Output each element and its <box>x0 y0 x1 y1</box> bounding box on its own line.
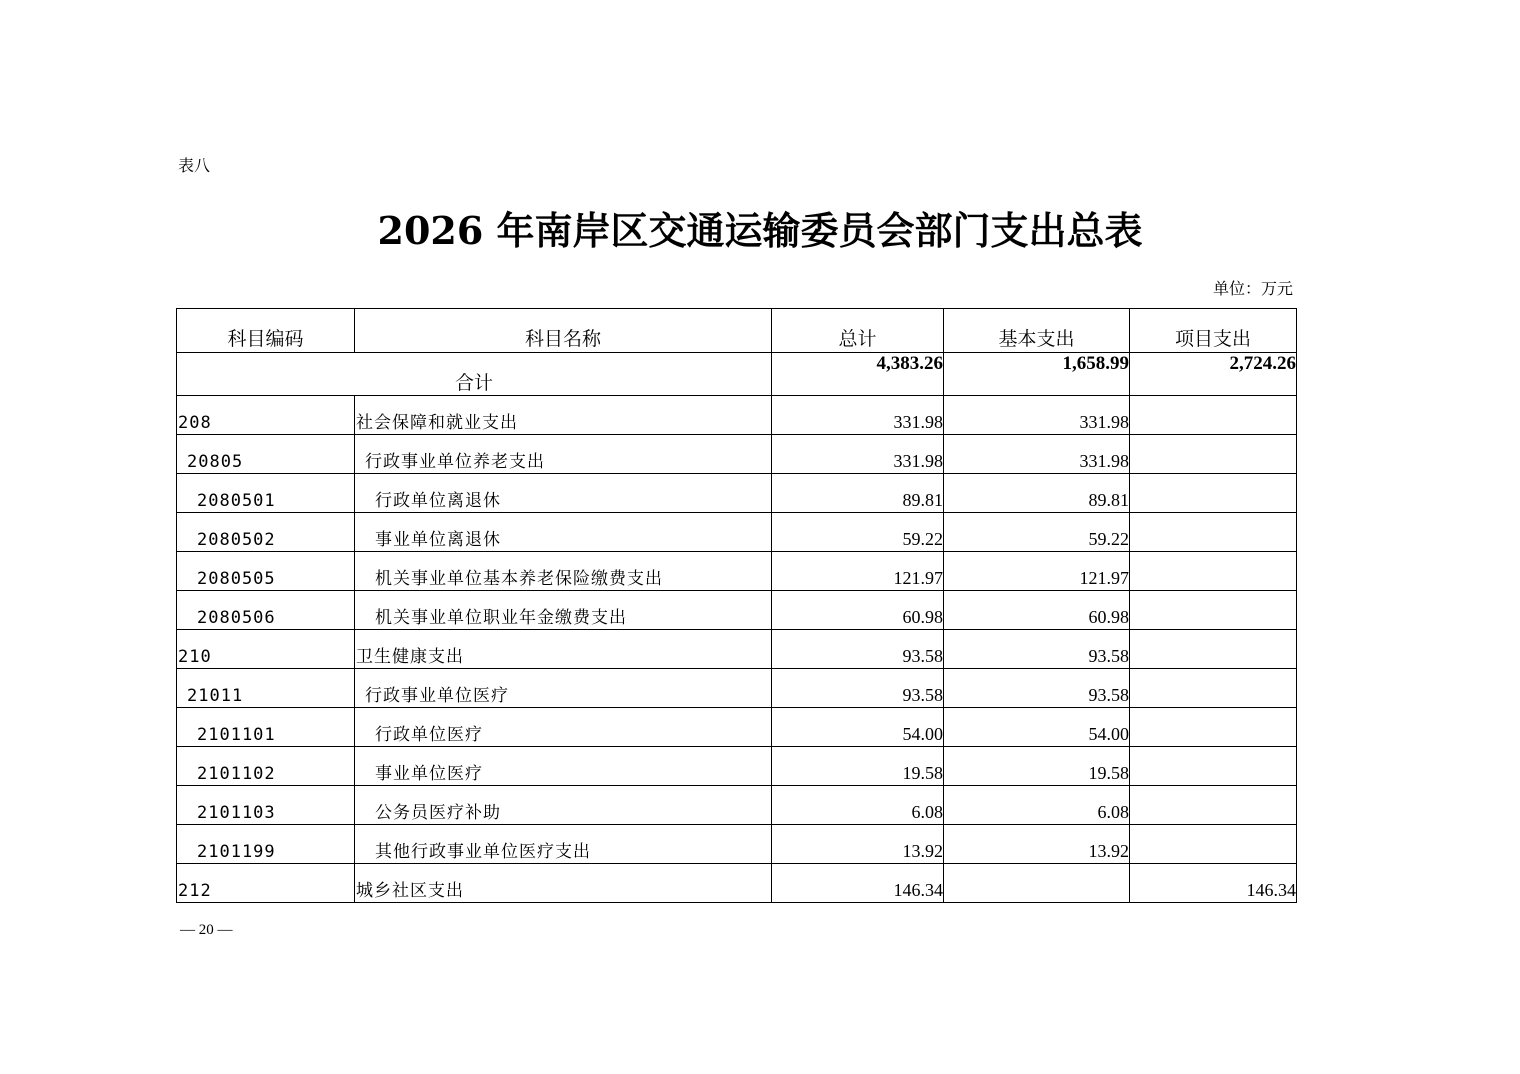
row-basic: 6.08 <box>944 786 1130 825</box>
row-name: 行政单位医疗 <box>355 708 772 747</box>
row-code: 208 <box>177 396 355 435</box>
row-total: 93.58 <box>772 630 944 669</box>
row-project <box>1130 396 1297 435</box>
row-total: 60.98 <box>772 591 944 630</box>
row-code: 210 <box>177 630 355 669</box>
row-project <box>1130 708 1297 747</box>
table-row <box>177 747 1297 786</box>
row-name: 机关事业单位基本养老保险缴费支出 <box>355 552 772 591</box>
row-basic: 13.92 <box>944 825 1130 864</box>
row-code: 2101101 <box>177 708 355 747</box>
table-row <box>177 474 1297 513</box>
row-code: 212 <box>177 864 355 903</box>
table-row <box>177 825 1297 864</box>
row-total: 331.98 <box>772 396 944 435</box>
row-basic: 89.81 <box>944 474 1130 513</box>
row-project <box>1130 747 1297 786</box>
row-basic <box>944 864 1130 903</box>
table-row <box>177 435 1297 474</box>
row-basic: 93.58 <box>944 669 1130 708</box>
row-project <box>1130 591 1297 630</box>
row-total: 54.00 <box>772 708 944 747</box>
table-row <box>177 669 1297 708</box>
table-row <box>177 864 1297 903</box>
header-total: 总计 <box>772 309 944 353</box>
row-code: 21011 <box>177 669 355 708</box>
table-row <box>177 786 1297 825</box>
row-project: 146.34 <box>1130 864 1297 903</box>
row-name: 机关事业单位职业年金缴费支出 <box>355 591 772 630</box>
table-label: 表八 <box>178 156 211 175</box>
row-code: 2101102 <box>177 747 355 786</box>
row-basic: 60.98 <box>944 591 1130 630</box>
total-sum: 4,383.26 <box>772 353 944 396</box>
table-row <box>177 630 1297 669</box>
row-basic: 19.58 <box>944 747 1130 786</box>
page-number: — 20 — <box>180 922 233 938</box>
row-name: 公务员医疗补助 <box>355 786 772 825</box>
unit-label: 单位：万元 <box>1212 279 1293 298</box>
row-code: 2080505 <box>177 552 355 591</box>
row-basic: 59.22 <box>944 513 1130 552</box>
row-name: 社会保障和就业支出 <box>355 396 772 435</box>
row-code: 20805 <box>177 435 355 474</box>
row-total: 13.92 <box>772 825 944 864</box>
row-code: 2101199 <box>177 825 355 864</box>
header-project: 项目支出 <box>1130 309 1297 353</box>
row-basic: 93.58 <box>944 630 1130 669</box>
row-total: 19.58 <box>772 747 944 786</box>
row-name: 事业单位离退休 <box>355 513 772 552</box>
row-total: 331.98 <box>772 435 944 474</box>
row-project <box>1130 513 1297 552</box>
row-total: 89.81 <box>772 474 944 513</box>
row-basic: 54.00 <box>944 708 1130 747</box>
row-name: 行政事业单位医疗 <box>355 669 772 708</box>
row-project <box>1130 474 1297 513</box>
table-row <box>177 552 1297 591</box>
total-label: 合计 <box>177 353 772 396</box>
total-project: 2,724.26 <box>1130 353 1297 396</box>
row-name: 事业单位医疗 <box>355 747 772 786</box>
document-title: 2026 年南岸区交通运输委员会部门支出总表 <box>377 208 1143 253</box>
header-basic: 基本支出 <box>944 309 1130 353</box>
row-basic: 121.97 <box>944 552 1130 591</box>
expenditure-table <box>176 308 1297 903</box>
header-row <box>177 309 1297 353</box>
row-name: 行政事业单位养老支出 <box>355 435 772 474</box>
row-name: 其他行政事业单位医疗支出 <box>355 825 772 864</box>
row-basic: 331.98 <box>944 396 1130 435</box>
row-name: 行政单位离退休 <box>355 474 772 513</box>
header-name: 科目名称 <box>355 309 772 353</box>
total-row <box>177 353 1297 396</box>
table-row <box>177 708 1297 747</box>
row-code: 2080501 <box>177 474 355 513</box>
row-basic: 331.98 <box>944 435 1130 474</box>
row-code: 2101103 <box>177 786 355 825</box>
row-project <box>1130 552 1297 591</box>
row-name: 城乡社区支出 <box>355 864 772 903</box>
row-total: 59.22 <box>772 513 944 552</box>
row-total: 6.08 <box>772 786 944 825</box>
row-project <box>1130 669 1297 708</box>
table-row <box>177 591 1297 630</box>
row-name: 卫生健康支出 <box>355 630 772 669</box>
row-project <box>1130 786 1297 825</box>
row-total: 93.58 <box>772 669 944 708</box>
table-row <box>177 513 1297 552</box>
row-total: 146.34 <box>772 864 944 903</box>
total-basic: 1,658.99 <box>944 353 1130 396</box>
row-code: 2080506 <box>177 591 355 630</box>
row-total: 121.97 <box>772 552 944 591</box>
row-project <box>1130 435 1297 474</box>
row-code: 2080502 <box>177 513 355 552</box>
header-code: 科目编码 <box>177 309 355 353</box>
row-project <box>1130 825 1297 864</box>
table-row <box>177 396 1297 435</box>
row-project <box>1130 630 1297 669</box>
